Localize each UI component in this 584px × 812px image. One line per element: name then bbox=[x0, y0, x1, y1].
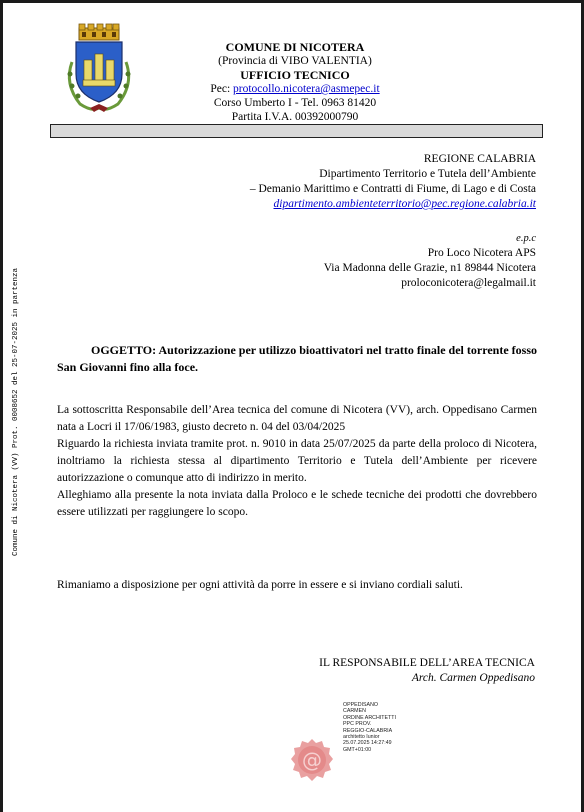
subject bbox=[57, 342, 537, 376]
office-name: UFFICIO TECNICO bbox=[240, 68, 350, 82]
recipient-dept: Dipartimento Territorio e Tutela dell’Ambiente bbox=[319, 168, 536, 180]
sig-line: GMT+01:00 bbox=[343, 746, 372, 753]
cc-label: e.p.c bbox=[516, 233, 536, 244]
body-paragraph: La sottoscritta Responsabile dell’Area tecnica del comune di Nicotera (VV), arch. Oppedisano Carmen nata a Locri il 17/06/1983, giusto decreto n. 04 del 03/04/2025 bbox=[57, 404, 537, 433]
cc-address: Via Madonna delle Grazie, n1 89844 Nicotera bbox=[323, 262, 536, 274]
subject-label: OGGETTO: bbox=[91, 343, 157, 357]
protocol-stamp bbox=[11, 262, 21, 562]
recipient-dept-sub: – Demanio Marittimo e Contratti di Fiume, di Lago e di Costa bbox=[249, 183, 536, 195]
municipality-title: COMUNE DI NICOTERA bbox=[225, 40, 365, 54]
sig-line: PPC PROV. bbox=[343, 721, 372, 728]
protocol-stamp-text: Comune di Nicotera (VV) Prot. 0008652 del 25-07-2025 in partenza bbox=[12, 267, 20, 557]
signature-name: Arch. Carmen Oppedisano bbox=[411, 672, 535, 684]
digital-signature-details bbox=[343, 702, 396, 753]
pec-line bbox=[150, 82, 440, 96]
sig-line: CARMEN bbox=[343, 708, 366, 715]
cc-name: Pro Loco Nicotera APS bbox=[427, 247, 536, 259]
letter-body bbox=[57, 402, 537, 521]
signature-block bbox=[319, 656, 535, 686]
sig-line: 25.07.2025 14:27:49 bbox=[343, 740, 392, 747]
subject-text: Autorizzazione per utilizzo bioattivatori nel tratto finale del torrente fosso San Giovanni fino alla foce. bbox=[57, 343, 537, 374]
cc-block bbox=[324, 231, 536, 291]
vat-line: Partita I.V.A. 00392000790 bbox=[231, 111, 359, 123]
recipient-email-link[interactable]: dipartimento.ambienteterritorio@pec.regione.calabria.it bbox=[273, 198, 536, 210]
coat-of-arms-icon bbox=[60, 22, 138, 114]
closing-line: Rimaniamo a disposizione per ogni attività da porre in essere e si inviano cordiali saluti. bbox=[57, 579, 463, 591]
sig-line: architetto Iunior bbox=[343, 734, 380, 741]
letterhead bbox=[150, 40, 440, 124]
page-border-left bbox=[0, 0, 3, 812]
body-paragraph: Alleghiamo alla presente la nota inviata dalla Proloco e le schede tecniche dei prodotti che dovrebbero essere utilizzati per raggiungere lo scopo. bbox=[57, 489, 537, 518]
address-line: Corso Umberto I - Tel. 0963 81420 bbox=[213, 97, 377, 109]
pec-email-link[interactable]: protocollo.nicotera@asmepec.it bbox=[233, 83, 380, 95]
cc-email: proloconicotera@legalmail.it bbox=[401, 277, 536, 289]
svg-text:@: @ bbox=[302, 748, 322, 772]
recipient-block bbox=[250, 152, 536, 212]
sig-line: ORDINE ARCHITETTI bbox=[343, 714, 396, 721]
recipient-region: REGIONE CALABRIA bbox=[423, 153, 536, 165]
signature-role: IL RESPONSABILE DELL’AREA TECNICA bbox=[319, 657, 535, 669]
page-border-top bbox=[0, 0, 584, 3]
body-paragraph: Riguardo la richiesta inviata tramite prot. n. 9010 in data 25/07/2025 da parte della proloco di Nicotera, inoltriamo la richiesta stessa al dipartimento Territorio e Tutela dell’Ambiente per ricevere autorizzazione o comunque atto di indirizzo in merito. bbox=[57, 438, 537, 484]
sig-line: OPPEDISANO bbox=[343, 702, 379, 708]
pec-label: Pec: bbox=[210, 83, 234, 95]
digital-signature-seal-icon bbox=[290, 738, 334, 782]
sig-line: REGGIO-CALABRIA bbox=[343, 727, 393, 734]
header-divider-bar bbox=[50, 124, 543, 138]
province-line: (Provincia di VIBO VALENTIA) bbox=[218, 55, 372, 67]
